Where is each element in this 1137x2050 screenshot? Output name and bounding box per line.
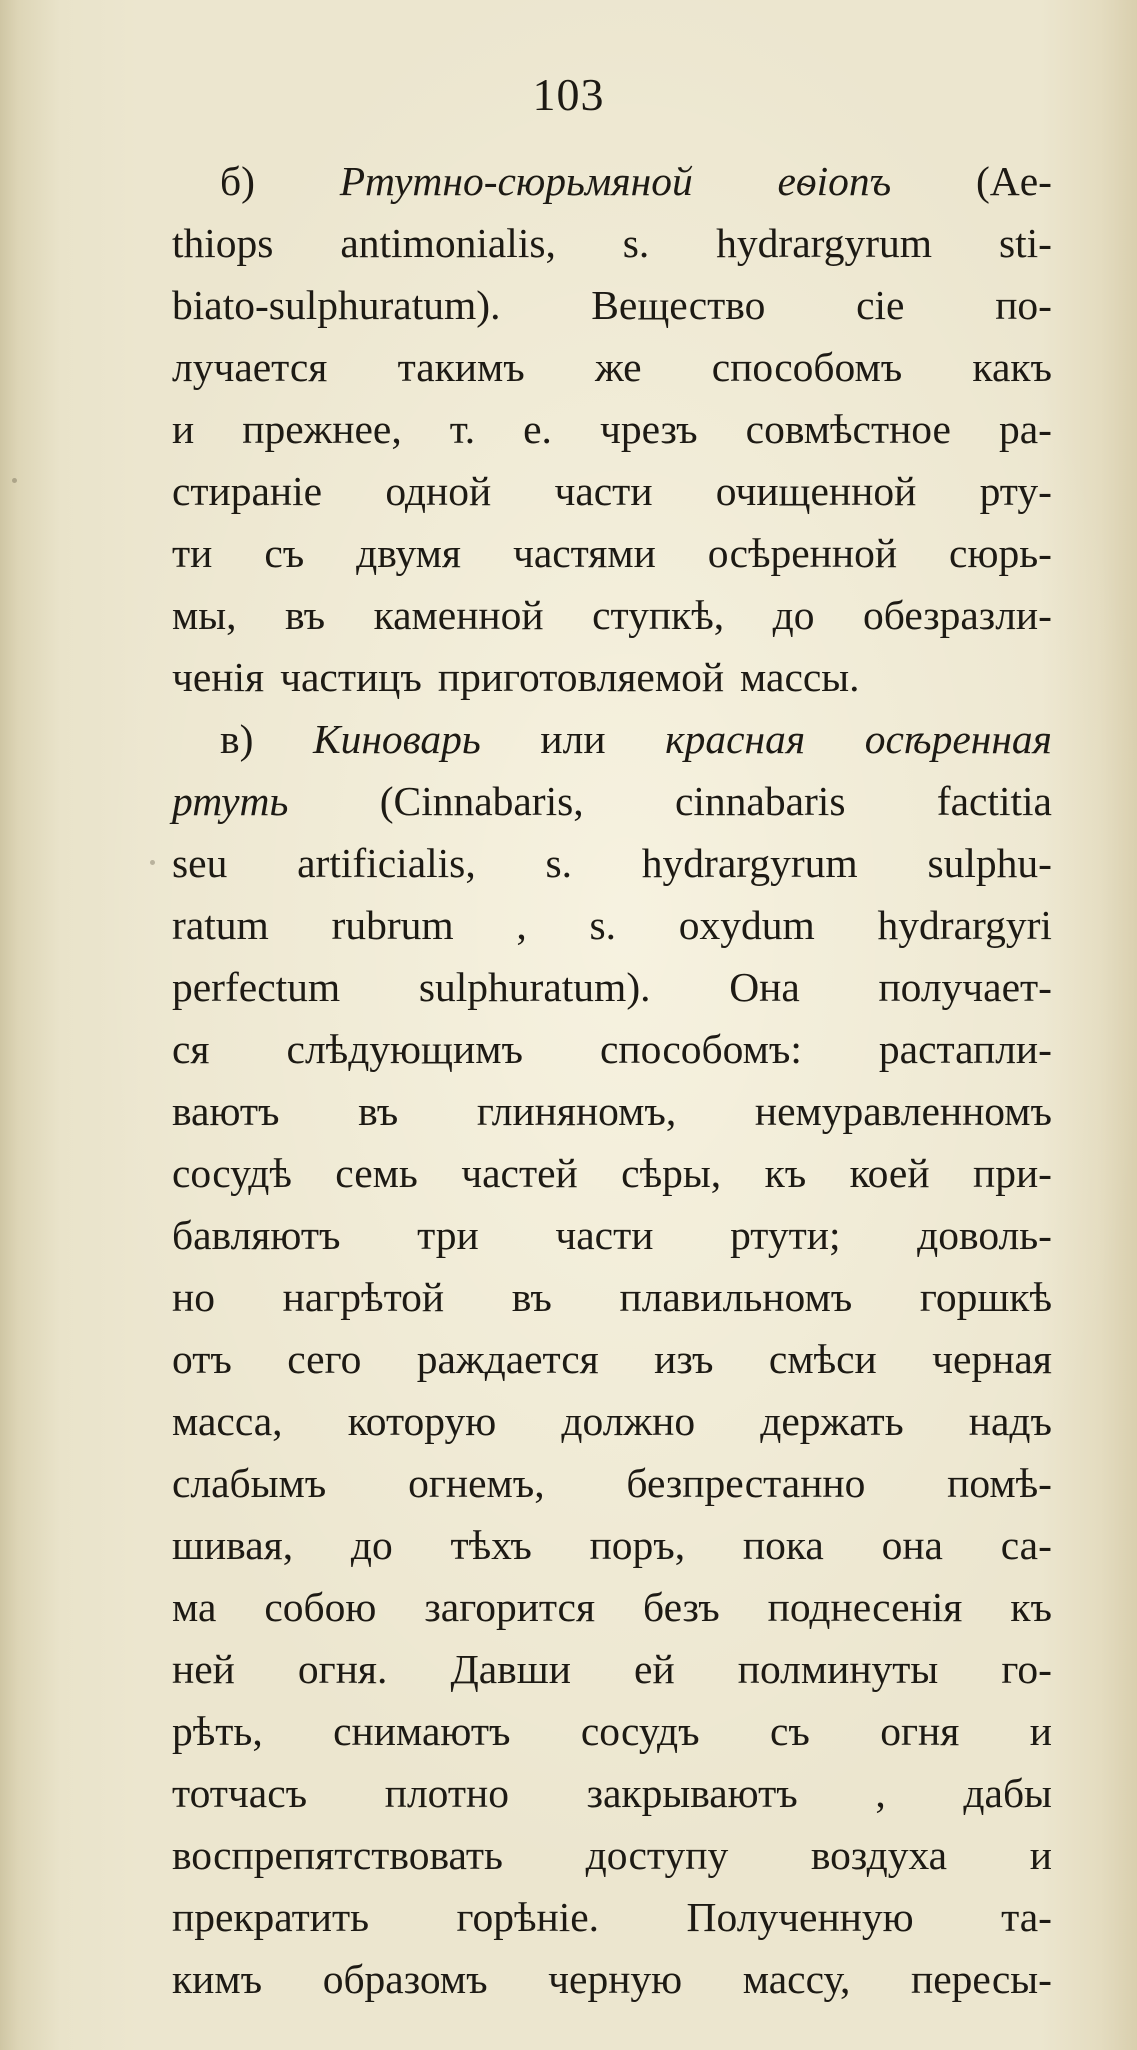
word: сюрь-	[949, 530, 1052, 576]
word: воспрепятствовать	[172, 1832, 503, 1878]
word: пересы-	[911, 1956, 1052, 2002]
italic-word: осѣренная	[864, 716, 1052, 762]
word: три	[417, 1212, 479, 1258]
word: oxydum	[678, 902, 815, 948]
word: огнемъ,	[408, 1460, 545, 1506]
word: прекратить	[172, 1894, 370, 1940]
word: antimonialis,	[340, 220, 556, 266]
word: доволь-	[917, 1212, 1052, 1258]
word: ,	[875, 1770, 886, 1816]
word: держать	[760, 1398, 904, 1444]
word: къ	[1010, 1584, 1052, 1630]
text-line	[172, 274, 1052, 336]
word: огня.	[297, 1646, 388, 1692]
text-line	[172, 1452, 1052, 1514]
word: ваютъ	[172, 1088, 280, 1134]
page-number: 103	[532, 69, 605, 120]
word: sulphu-	[927, 840, 1052, 886]
word: ма	[172, 1584, 217, 1630]
word: огня	[880, 1708, 960, 1754]
word: sti-	[998, 220, 1052, 266]
word: s.	[622, 220, 650, 266]
text-line	[172, 1266, 1052, 1328]
word: s.	[545, 840, 572, 886]
word: при-	[972, 1150, 1052, 1196]
italic-word: еѳіопъ	[777, 158, 892, 204]
word: поръ,	[589, 1522, 686, 1568]
word: сіе	[856, 282, 905, 328]
text-line	[172, 1638, 1052, 1700]
word: б)	[220, 158, 255, 204]
text-line	[172, 1948, 1052, 2010]
word: частицъ	[280, 654, 422, 700]
text-line	[172, 460, 1052, 522]
text-line	[172, 956, 1052, 1018]
word: доступу	[585, 1832, 729, 1878]
word: или	[540, 716, 606, 762]
word: ,	[516, 902, 527, 948]
word: hydrargyri	[877, 902, 1052, 948]
text-line	[172, 336, 1052, 398]
text-line	[172, 522, 1052, 584]
word: получает-	[878, 964, 1052, 1010]
word: частями	[512, 530, 656, 576]
word: ступкѣ,	[592, 592, 725, 638]
word: лучается	[172, 344, 328, 390]
word: thiops	[172, 220, 274, 266]
text-line	[172, 832, 1052, 894]
word: ртути;	[730, 1212, 841, 1258]
text-line	[172, 1328, 1052, 1390]
word: сего	[287, 1336, 362, 1382]
word: глиняномъ,	[476, 1088, 677, 1134]
word: массы.	[740, 654, 860, 700]
word: черную	[548, 1956, 683, 2002]
text-line	[172, 770, 1052, 832]
word: слабымъ	[172, 1460, 327, 1506]
word: ней	[172, 1646, 235, 1692]
word: образомъ	[322, 1956, 488, 2002]
word: растапли-	[878, 1026, 1052, 1072]
word: сѣры,	[621, 1150, 722, 1196]
word: рту-	[979, 468, 1052, 514]
text-line	[172, 1142, 1052, 1204]
word: са-	[1000, 1522, 1052, 1568]
word: поднесенія	[767, 1584, 963, 1630]
word: изъ	[654, 1336, 714, 1382]
word: seu	[172, 840, 228, 886]
word: загорится	[424, 1584, 596, 1630]
word: ченія	[172, 654, 265, 700]
word: способомъ	[711, 344, 903, 390]
word: съ	[770, 1708, 810, 1754]
word: семь	[335, 1150, 418, 1196]
word: ти	[172, 530, 213, 576]
word: безъ	[643, 1584, 720, 1630]
word: ся	[172, 1026, 210, 1072]
ink-spot	[150, 860, 155, 865]
ink-spot	[12, 478, 17, 483]
word: масса,	[172, 1398, 283, 1444]
word: она	[881, 1522, 943, 1568]
word: приготовляемой	[437, 654, 725, 700]
text-line	[172, 1080, 1052, 1142]
word: осѣренной	[707, 530, 898, 576]
word: до	[772, 592, 815, 638]
word: плавильномъ	[619, 1274, 853, 1320]
word: каменной	[373, 592, 544, 638]
word: s.	[589, 902, 617, 948]
word: artificialis,	[297, 840, 476, 886]
word: т.	[449, 406, 476, 452]
word: въ	[511, 1274, 552, 1320]
text-line	[172, 1762, 1052, 1824]
word: какъ	[972, 344, 1052, 390]
word: го-	[1001, 1646, 1052, 1692]
word: тотчасъ	[172, 1770, 308, 1816]
word: ей	[634, 1646, 675, 1692]
word: hydrargyrum	[641, 840, 858, 886]
word: совмѣстное	[745, 406, 951, 452]
word: бавляютъ	[172, 1212, 341, 1258]
text-line	[172, 708, 1052, 770]
word: снимаютъ	[333, 1708, 511, 1754]
word: шивая,	[172, 1522, 294, 1568]
word: Она	[729, 964, 800, 1010]
word: способомъ:	[599, 1026, 802, 1072]
text-line	[172, 1018, 1052, 1080]
word: двумя	[356, 530, 462, 576]
text-line	[172, 1204, 1052, 1266]
word: сосудъ	[580, 1708, 700, 1754]
word: одной	[385, 468, 492, 514]
word: съ	[264, 530, 305, 576]
italic-word: ртуть	[172, 778, 289, 824]
word: части	[555, 1212, 654, 1258]
word: въ	[285, 592, 326, 638]
word: помѣ-	[947, 1460, 1052, 1506]
word: немуравленномъ	[754, 1088, 1052, 1134]
word: и	[1029, 1708, 1052, 1754]
word: черная	[932, 1336, 1052, 1382]
word: до	[350, 1522, 393, 1568]
word: отъ	[172, 1336, 232, 1382]
italic-word: красная	[665, 716, 806, 762]
word: горшкѣ	[919, 1274, 1052, 1320]
word: закрываютъ	[586, 1770, 798, 1816]
word: (Ae-	[975, 158, 1052, 204]
word: плотно	[384, 1770, 509, 1816]
word: та-	[1001, 1894, 1052, 1940]
word: очищенной	[715, 468, 917, 514]
word: по-	[995, 282, 1052, 328]
word: дабы	[963, 1770, 1052, 1816]
word: perfectum	[172, 964, 341, 1010]
text-line	[172, 1886, 1052, 1948]
word: въ	[358, 1088, 399, 1134]
word: мы,	[172, 592, 237, 638]
word: hydrargyrum	[716, 220, 933, 266]
word: къ	[764, 1150, 807, 1196]
word: безпрестанно	[626, 1460, 866, 1506]
word: сосудѣ	[172, 1150, 292, 1196]
italic-word: Киноварь	[313, 716, 481, 762]
word: полминуты	[737, 1646, 939, 1692]
word: и	[172, 406, 195, 452]
word: слѣдующимъ	[286, 1026, 523, 1072]
word: пока	[742, 1522, 824, 1568]
text-line	[172, 1824, 1052, 1886]
text-line	[172, 1576, 1052, 1638]
word: раждается	[416, 1336, 599, 1382]
word: rubrum	[331, 902, 454, 948]
word: кимъ	[172, 1956, 263, 2002]
word: factitia	[936, 778, 1052, 824]
word: ра-	[998, 406, 1052, 452]
word: Полученную	[686, 1894, 914, 1940]
word: и	[1029, 1832, 1052, 1878]
word: горѣніе.	[456, 1894, 600, 1940]
word: массу,	[742, 1956, 851, 2002]
body-text	[172, 150, 1052, 2010]
word: смѣси	[768, 1336, 877, 1382]
word: части	[554, 468, 653, 514]
word: (Cinnabaris,	[379, 778, 584, 824]
word: частей	[461, 1150, 578, 1196]
word: воздуха	[810, 1832, 948, 1878]
text-line	[172, 1390, 1052, 1452]
word: тѣхъ	[450, 1522, 532, 1568]
word: cinnabaris	[674, 778, 846, 824]
word: sulphuratum).	[418, 964, 651, 1010]
word: обезразли-	[863, 592, 1052, 638]
word: стираніе	[172, 468, 323, 514]
text-line	[172, 894, 1052, 956]
text-line	[172, 150, 1052, 212]
word: в)	[220, 716, 254, 762]
text-line	[172, 212, 1052, 274]
text-line	[172, 1514, 1052, 1576]
word: Давши	[450, 1646, 571, 1692]
word: е.	[523, 406, 552, 452]
text-line	[172, 584, 1052, 646]
word: Вещество	[591, 282, 766, 328]
word: но	[172, 1274, 215, 1320]
word: собою	[264, 1584, 377, 1630]
text-line	[172, 398, 1052, 460]
text-line	[172, 1700, 1052, 1762]
word: biato-sulphuratum).	[172, 282, 501, 328]
word: ratum	[172, 902, 269, 948]
word: должно	[561, 1398, 696, 1444]
word: же	[594, 344, 642, 390]
word: надъ	[968, 1398, 1052, 1444]
word: чрезъ	[599, 406, 698, 452]
italic-word: Ртутно-сюрьмяной	[339, 158, 693, 204]
word: такимъ	[397, 344, 525, 390]
word: которую	[347, 1398, 497, 1444]
word: рѣть,	[172, 1708, 263, 1754]
text-line	[172, 646, 1052, 708]
word: коей	[849, 1150, 930, 1196]
word: прежнее,	[242, 406, 402, 452]
word: нагрѣтой	[282, 1274, 445, 1320]
